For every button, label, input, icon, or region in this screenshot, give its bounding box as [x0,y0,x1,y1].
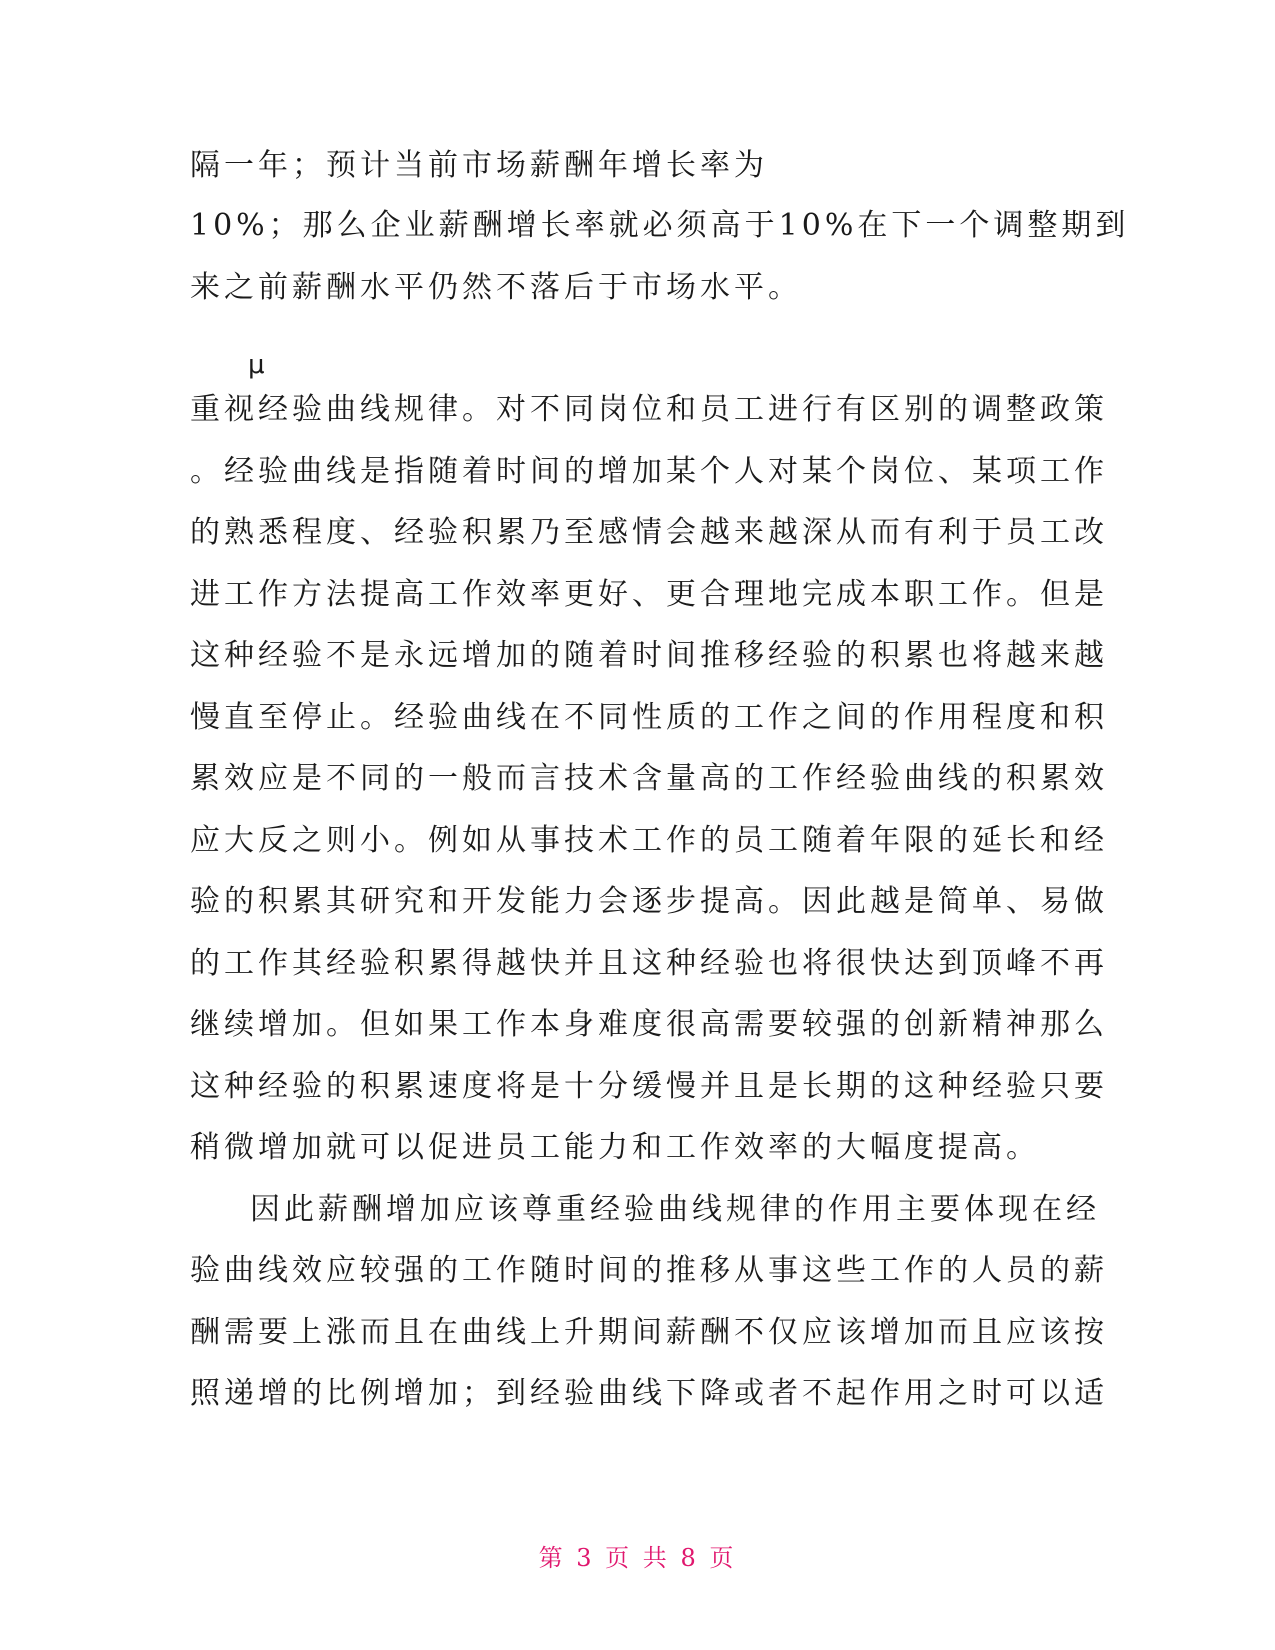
text-line: 稍微增加就可以促进员工能力和工作效率的大幅度提高。 [190,1130,1040,1165]
text-line: 重视经验曲线规律。对不同岗位和员工进行有区别的调整政策 [190,392,1108,427]
text-line: 这种经验不是永远增加的随着时间推移经验的积累也将越来越 [190,638,1108,673]
bullet-symbol: μ [248,350,265,380]
text-line: 酬需要上涨而且在曲线上升期间薪酬不仅应该增加而且应该按 [190,1315,1108,1350]
text-line: 慢直至停止。经验曲线在不同性质的工作之间的作用程度和积 [190,700,1108,735]
text-line: 照递增的比例增加；到经验曲线下降或者不起作用之时可以适 [190,1376,1108,1411]
text-line: 的工作其经验积累得越快并且这种经验也将很快达到顶峰不再 [190,946,1108,981]
text-line: 累效应是不同的一般而言技术含量高的工作经验曲线的积累效 [190,761,1108,796]
paragraph-first-line: 因此薪酬增加应该尊重经验曲线规律的作用主要体现在经 [250,1192,1100,1227]
text-line: 应大反之则小。例如从事技术工作的员工随着年限的延长和经 [190,823,1108,858]
text-line: 这种经验的积累速度将是十分缓慢并且是长期的这种经验只要 [190,1069,1108,1104]
text-line: 验曲线效应较强的工作随时间的推移从事这些工作的人员的薪 [190,1253,1108,1288]
page-footer [0,1543,1275,1573]
page-number-label: 第 3 页 共 8 页 [538,1544,737,1572]
text-line: 。经验曲线是指随着时间的增加某个人对某个岗位、某项工作 [190,454,1108,489]
text-line: 验的积累其研究和开发能力会逐步提高。因此越是简单、易做 [190,884,1108,919]
text-line: 继续增加。但如果工作本身难度很高需要较强的创新精神那么 [190,1007,1108,1042]
text-line: 隔一年；预计当前市场薪酬年增长率为 [190,148,768,183]
text-line: 来之前薪酬水平仍然不落后于市场水平。 [190,270,802,305]
text-line: 进工作方法提高工作效率更好、更合理地完成本职工作。但是 [190,577,1108,612]
text-line: 10%；那么企业薪酬增长率就必须高于10%在下一个调整期到 [190,208,1130,243]
text-line: 的熟悉程度、经验积累乃至感情会越来越深从而有利于员工改 [190,515,1108,550]
